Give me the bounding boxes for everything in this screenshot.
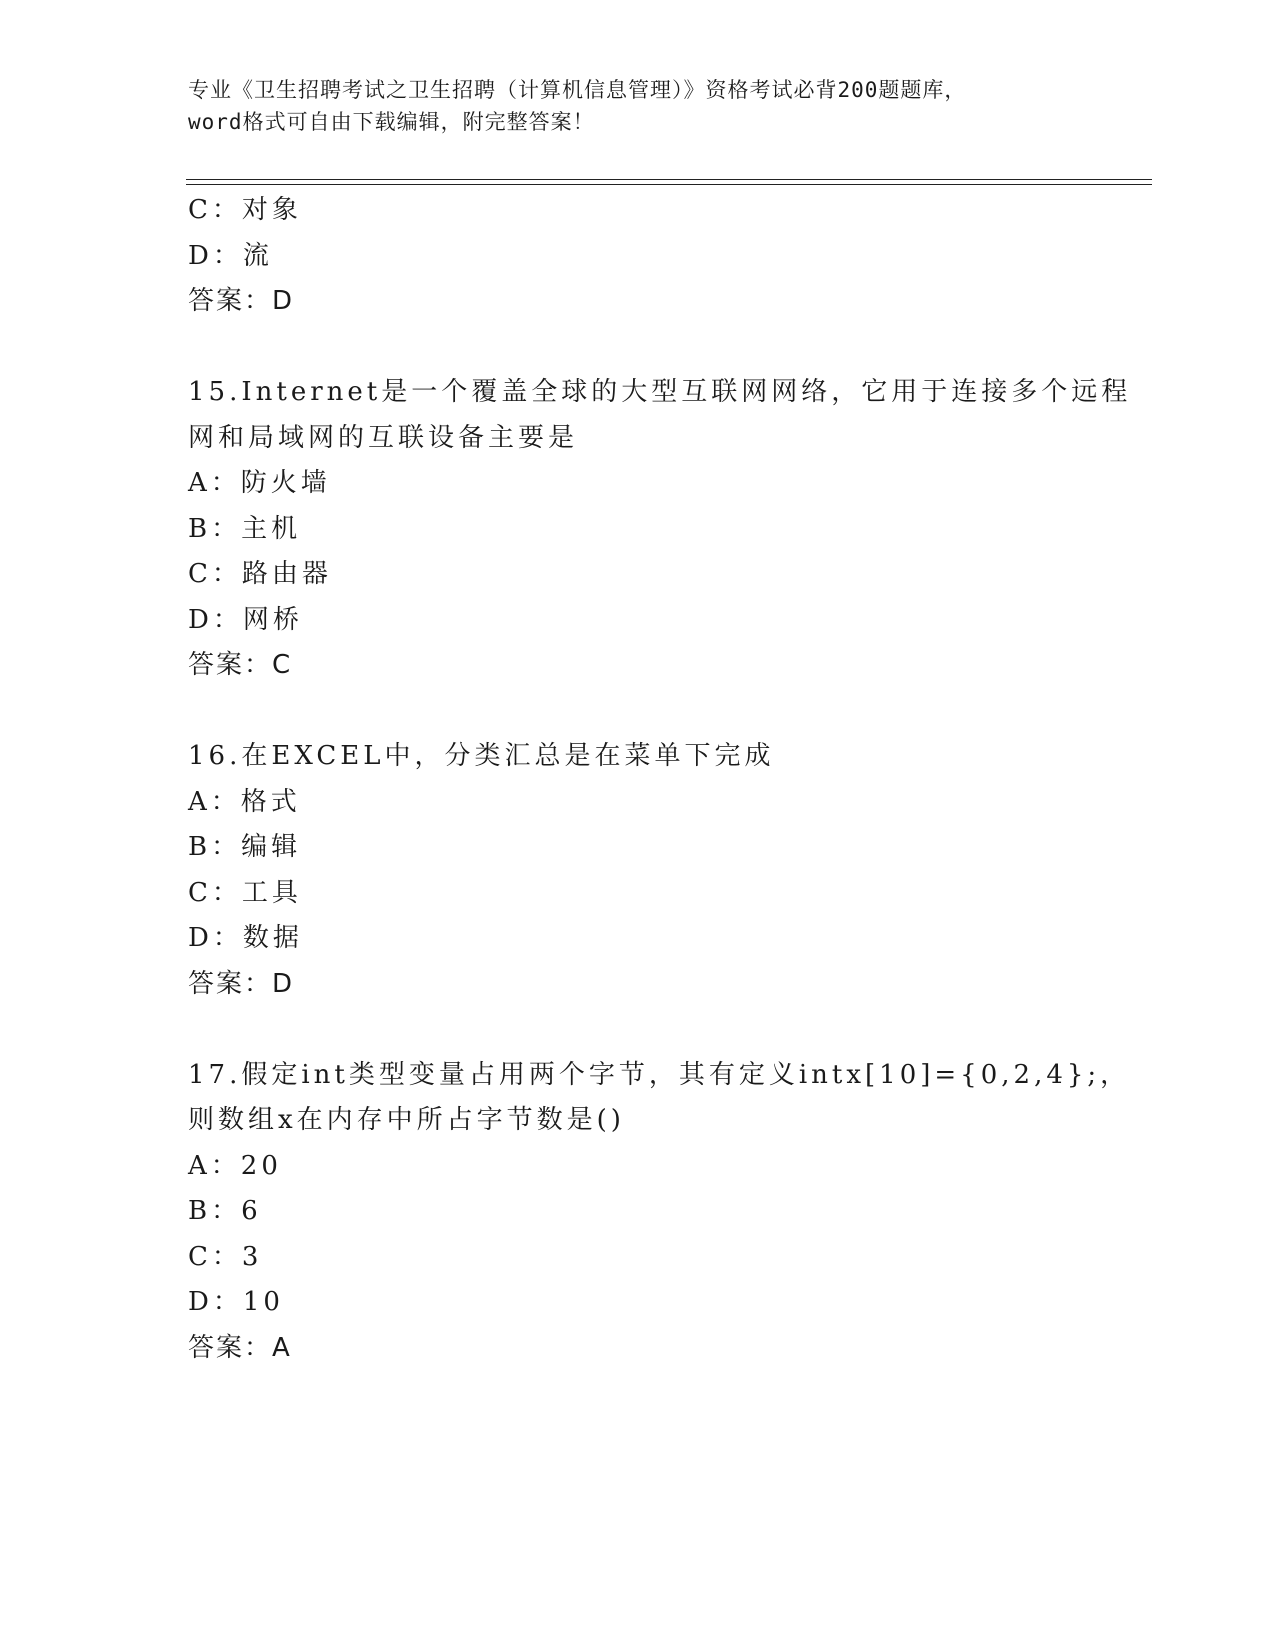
question-16 (188, 734, 1128, 1007)
question-list (188, 188, 1132, 1371)
question-stem: 17.假定int类型变量占用两个字节，其有定义intx[10]={0,2,4};， (188, 1059, 1131, 1090)
option-b: B：编辑 (188, 832, 302, 862)
option-d: D：流 (188, 240, 273, 271)
spacer (188, 1007, 1128, 1053)
option-a: A：防火墙 (188, 468, 331, 498)
option-d: D：数据 (188, 923, 303, 953)
option-c: C：3 (188, 1241, 263, 1272)
answer-label: 答案：A (188, 1332, 292, 1363)
header-divider-bottom (186, 184, 1152, 185)
spacer (188, 689, 1128, 735)
option-c: C：对象 (188, 195, 302, 225)
option-c: C：路由器 (188, 559, 332, 589)
option-a: A：格式 (188, 786, 301, 817)
header-divider-top (186, 179, 1152, 180)
question-15 (188, 370, 1132, 689)
document-header (188, 74, 1088, 138)
question-17 (188, 1053, 1131, 1372)
spacer (188, 325, 1128, 371)
header-line-2: word格式可自由下载编辑，附完整答案！ (188, 110, 595, 134)
answer-label: 答案：D (188, 286, 295, 316)
question-14-continued (188, 188, 1128, 325)
question-stem: 15.Internet是一个覆盖全球的大型互联网网络，它用于连接多个远程 (188, 377, 1132, 407)
question-stem-continued: 则数组x在内存中所占字节数是() (188, 1105, 625, 1135)
answer-label: 答案：D (188, 968, 295, 999)
question-stem-continued: 网和局域网的互联设备主要是 (188, 422, 579, 453)
question-stem: 16.在EXCEL中，分类汇总是在菜单下完成 (188, 741, 775, 771)
option-b: B：6 (188, 1196, 262, 1226)
option-c: C：工具 (188, 877, 302, 908)
option-d: D：网桥 (188, 604, 303, 635)
answer-label: 答案：C (188, 650, 293, 680)
option-b: B：主机 (188, 513, 302, 544)
header-line-1: 专业《卫生招聘考试之卫生招聘（计算机信息管理）》资格考试必背200题题库， (188, 78, 967, 102)
option-a: A：20 (188, 1150, 282, 1181)
option-d: D：10 (188, 1287, 284, 1317)
